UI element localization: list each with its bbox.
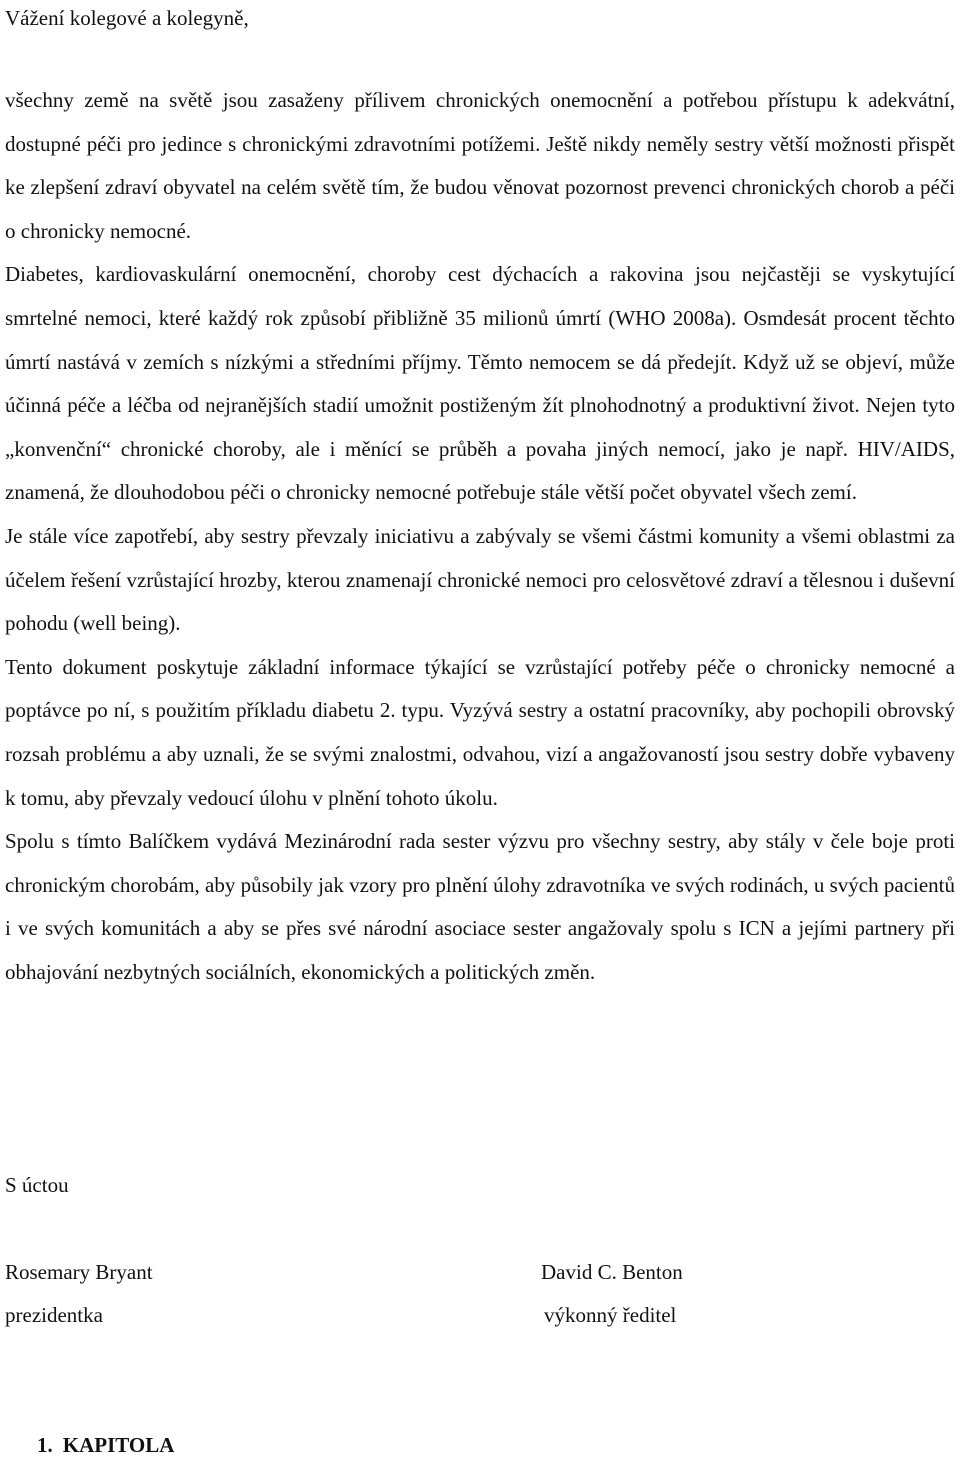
signatory-role: prezidentka (5, 1303, 103, 1327)
letter-body (5, 79, 955, 994)
signatory-name: Rosemary Bryant (5, 1260, 153, 1284)
signatory-role: výkonný ředitel (544, 1303, 677, 1327)
signature-block-director (541, 1257, 683, 1330)
signatory-name: David C. Benton (541, 1260, 683, 1284)
paragraph-initiative: Je stále více zapotřebí, aby sestry převzaly iniciativu a zabývaly se všemi částmi komunity a všemi oblastmi za účelem řešení vzrůstající hrozby, kterou znamenají chronické nemoci pro celosvětové zdraví a tělesnou i duševní pohodu (well being). (5, 523, 955, 636)
paragraph-intro: všechny země na světě jsou zasaženy přílivem chronických onemocnění a potřebou přístupu k adekvátní, dostupné péči pro jedince s chronickými zdravotními potížemi. Ještě nikdy neměly sestry větší možnosti přispět ke zlepšení zdraví obyvatel na celém světě tím, že budou věnovat pozornost prevenci chronických chorob a péči o chronicky nemocné. (5, 88, 955, 243)
chapter-number: 1. (37, 1433, 53, 1457)
paragraph-diseases: Diabetes, kardiovaskulární onemocnění, choroby cest dýchacích a rakovina jsou nejčastěji se vyskytující smrtelné nemoci, které každý rok způsobí přibližně 35 milionů úmrtí (WHO 2008a). Osmdesát procent těchto úmrtí nastává v zemích s nízkými a středními příjmy. Těmto nemocem se dá předejít. Když už se objeví, může účinná péče a léčba od nejranějších stadií umožnit postiženým žít plnohodnotný a produktivní život. Nejen tyto „konvenční“ chronické choroby, ale i měnící se průběh a povaha jiných nemocí, jako je např. HIV/AIDS, znamená, že dlouhodobou péči o chronicky nemocné potřebuje stále větší počet obyvatel všech zemí. (5, 262, 955, 505)
letter-salutation: Vážení kolegové a kolegyně, (5, 6, 249, 30)
signature-block-president (5, 1257, 153, 1330)
letter-closing: S úctou (5, 1173, 69, 1197)
paragraph-call: Spolu s tímto Balíčkem vydává Mezinárodní rada sester výzvu pro všechny sestry, aby stály v čele boje proti chronickým chorobám, aby působily jak vzory pro plnění úlohy zdravotníka ve svých rodinách, u svých pacientů i ve svých komunitách a aby se přes své národní asociace sester angažovaly spolu s ICN a jejími partnery při obhajování nezbytných sociálních, ekonomických a politických změn. (5, 829, 956, 984)
paragraph-document: Tento dokument poskytuje základní informace týkající se vzrůstající potřeby péče o chronicky nemocné a poptávce po ní, s použitím příkladu diabetu 2. typu. Vyzývá sestry a ostatní pracovníky, aby pochopili obrovský rozsah problému a aby uznali, že se svými znalostmi, odvahou, vizí a angažovaností jsou sestry dobře vybaveny k tomu, aby převzaly vedoucí úlohu v plnění tohoto úkolu. (5, 654, 955, 810)
chapter-title: KAPITOLA (62, 1433, 175, 1457)
